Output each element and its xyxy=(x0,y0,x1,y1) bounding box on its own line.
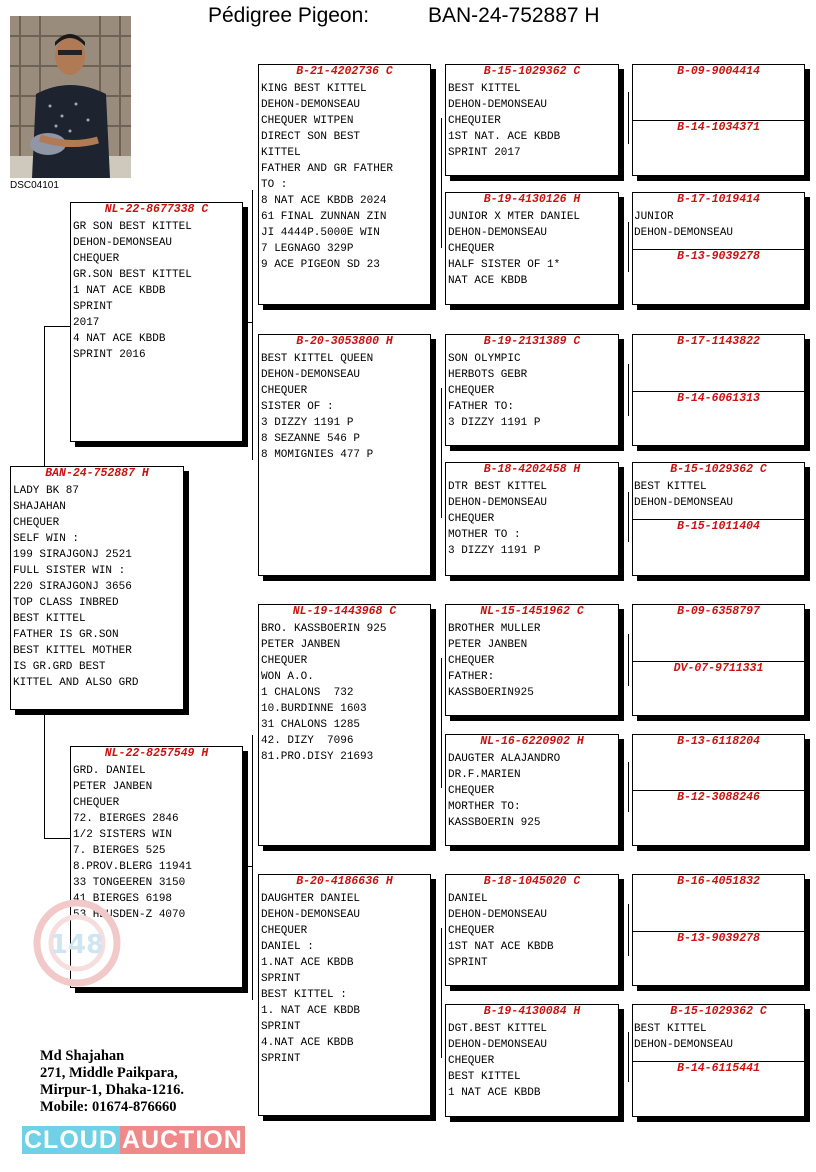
gen5-ring-top: B-13-6118204 xyxy=(677,735,760,748)
owner-address-1: 271, Middle Paikpara, xyxy=(40,1065,178,1081)
great-grandparent-ring: B-18-1045020 C xyxy=(483,875,581,888)
great-grandparent-details: BROTHER MULLER PETER JANBEN CHEQUER FATHER: KASSBOERIN925 xyxy=(448,623,541,699)
great-grandparent-ring: NL-15-1451962 C xyxy=(480,605,584,618)
connector-g3-1 xyxy=(441,118,442,248)
grandparent-box xyxy=(258,64,431,305)
grandparent-ring: B-21-4202736 C xyxy=(296,65,393,78)
great-grandparent-box xyxy=(445,64,619,176)
gen5-divider xyxy=(633,931,804,946)
connector-g4-3 xyxy=(628,364,629,416)
owner-address-2: Mirpur-1, Dhaka-1216. xyxy=(40,1082,185,1098)
great-grandparent-details: DGT.BEST KITTEL DEHON-DEMONSEAU CHEQUER BEST KITTEL 1 NAT ACE KBDB xyxy=(448,1023,548,1099)
great-grandparent-ring: B-18-4202458 H xyxy=(483,463,581,476)
dam-ring: NL-22-8257549 H xyxy=(104,747,209,760)
connector-g4-6 xyxy=(628,762,629,812)
gen5-ring-bottom: B-14-6115441 xyxy=(677,1062,760,1075)
great-grandparent-box xyxy=(445,462,619,576)
gen5-details-top xyxy=(633,749,804,751)
photo-caption: DSC04101 xyxy=(10,180,59,191)
gen5-ring-top: B-17-1019414 xyxy=(677,193,760,206)
great-grandparent-ring: B-15-1029362 C xyxy=(483,65,581,78)
connector-subject-sire-h xyxy=(44,326,70,327)
gen5-ring-bottom: B-14-1034371 xyxy=(677,121,760,134)
gen5-pair-box xyxy=(632,1004,805,1117)
great-grandparent-details: BEST KITTEL DEHON-DEMONSEAU CHEQUIER 1ST NAT. ACE KBDB SPRINT 2017 xyxy=(448,83,561,159)
owner-contact xyxy=(40,1048,184,1116)
gen5-divider xyxy=(633,519,804,534)
gen5-ring-top: B-09-9004414 xyxy=(677,65,760,78)
owner-photo xyxy=(10,16,131,178)
sire-details: GR SON BEST KITTEL DEHON-DEMONSEAU CHEQUER GR.SON BEST KITTEL 1 NAT ACE KBDB SPRINT 2017 4 NAT ACE KBDB SPRINT 2016 xyxy=(73,221,192,361)
connector-g4-4 xyxy=(628,492,629,542)
connector-g4-5 xyxy=(628,634,629,686)
logo-part-2: AUCTION xyxy=(121,1126,243,1154)
gen5-details-top xyxy=(633,349,804,351)
gen5-details-top: BEST KITTEL DEHON-DEMONSEAU xyxy=(634,481,734,509)
sire-box xyxy=(70,202,243,442)
dam-details: GRD. DANIEL PETER JANBEN CHEQUER 72. BIERGES 2846 1/2 SISTERS WIN 7. BIERGES 525 8.PROV.BLERG 11941 33 TONGEEREN 3150 41 BIERGES 6198 53 HEUSDEN-Z 4070 xyxy=(73,765,192,921)
gen5-pair-box xyxy=(632,874,805,986)
gen5-ring-bottom: B-15-1011404 xyxy=(677,520,760,533)
sire-ring: NL-22-8677338 C xyxy=(104,203,209,216)
cloud-auction-logo xyxy=(22,1126,245,1154)
great-grandparent-box xyxy=(445,192,619,305)
title-label: Pédigree Pigeon: xyxy=(208,4,370,27)
gen5-divider xyxy=(633,661,804,676)
gen5-pair-box xyxy=(632,334,805,446)
great-grandparent-ring: NL-16-6220902 H xyxy=(480,735,584,748)
owner-mobile: Mobile: 01674-876660 xyxy=(40,1099,177,1115)
gen5-details-top xyxy=(633,619,804,621)
connector-subject-dam-h xyxy=(44,838,70,839)
grandparent-box xyxy=(258,334,431,576)
grandparent-ring: B-20-3053800 H xyxy=(296,335,393,348)
grandparent-ring: NL-19-1443968 C xyxy=(292,605,397,618)
grandparent-ring: B-20-4186636 H xyxy=(296,875,393,888)
connector-dam-parents-h xyxy=(243,866,253,867)
gen5-details-top: JUNIOR DEHON-DEMONSEAU xyxy=(634,211,734,239)
gen5-divider xyxy=(633,249,804,264)
grandparent-details: DAUGHTER DANIEL DEHON-DEMONSEAU CHEQUER DANIEL : 1.NAT ACE KBDB SPRINT BEST KITTEL : 1. NAT ACE KBDB SPRINT 4.NAT ACE KBDB SPRINT xyxy=(261,893,361,1065)
gen5-ring-bottom: B-12-3088246 xyxy=(677,791,760,804)
watermark-logo xyxy=(32,898,122,988)
gen5-pair-box xyxy=(632,604,805,716)
grandparent-details: BEST KITTEL QUEEN DEHON-DEMONSEAU CHEQUER SISTER OF : 3 DIZZY 1191 P 8 SEZANNE 546 P 8 MOMIGNIES 477 P xyxy=(261,353,374,461)
grandparent-details: KING BEST KITTEL DEHON-DEMONSEAU CHEQUER WITPEN DIRECT SON BEST KITTEL FATHER AND GR FATHER TO : 8 NAT ACE KBDB 2024 61 FINAL ZUNNAN ZIN JI 4444P.5000E WIN 7 LEGNAGO 329P 9 ACE PIGEON SD 23 xyxy=(261,83,394,271)
great-grandparent-box xyxy=(445,874,619,986)
connector-g3-4 xyxy=(441,928,442,1058)
great-grandparent-ring: B-19-2131389 C xyxy=(483,335,581,348)
gen5-details-top xyxy=(633,889,804,891)
gen5-ring-top: B-09-6358797 xyxy=(677,605,760,618)
connector-g4-7 xyxy=(628,904,629,956)
connector-g3-3 xyxy=(441,658,442,788)
connector-g4-1 xyxy=(628,92,629,144)
title-ring-number: BAN-24-752887 H xyxy=(428,4,600,27)
connector-g4-2 xyxy=(628,222,629,272)
gen5-details-top xyxy=(633,79,804,81)
gen5-ring-top: B-16-4051832 xyxy=(677,875,760,888)
grandparent-box xyxy=(258,604,431,846)
connector-sire-parents xyxy=(252,190,253,460)
gen5-ring-top: B-15-1029362 C xyxy=(670,1005,767,1018)
gen5-ring-top: B-17-1143822 xyxy=(677,335,760,348)
gen5-pair-box xyxy=(632,734,805,846)
great-grandparent-ring: B-19-4130084 H xyxy=(483,1005,581,1018)
watermark-text: 148 xyxy=(49,930,105,960)
great-grandparent-details: DANIEL DEHON-DEMONSEAU CHEQUER 1ST NAT ACE KBDB SPRINT xyxy=(448,893,554,969)
connector-dam-parents xyxy=(252,735,253,1000)
owner-photo-image xyxy=(10,16,131,178)
great-grandparent-box xyxy=(445,1004,619,1117)
logo-part-1: CLOUD xyxy=(24,1126,118,1154)
subject-ring: BAN-24-752887 H xyxy=(45,467,149,480)
gen5-details-top: BEST KITTEL DEHON-DEMONSEAU xyxy=(634,1023,734,1051)
watermark-ring-icon xyxy=(32,898,122,988)
gen5-pair-box xyxy=(632,64,805,176)
subject-details: LADY BK 87 SHAJAHAN CHEQUER SELF WIN : 199 SIRAJGONJ 2521 FULL SISTER WIN : 220 SIRAJGONJ 3656 TOP CLASS INBRED BEST KITTEL FATHER IS GR.SON BEST KITTEL MOTHER IS GR.GRD BEST KITTEL AND ALSO GRD xyxy=(13,485,139,689)
connector-subject-dam xyxy=(44,712,45,838)
owner-name: Md Shajahan xyxy=(40,1048,125,1064)
subject-box xyxy=(10,466,184,710)
gen5-pair-box xyxy=(632,462,805,576)
great-grandparent-details: DTR BEST KITTEL DEHON-DEMONSEAU CHEQUER MOTHER TO : 3 DIZZY 1191 P xyxy=(448,481,548,557)
great-grandparent-details: JUNIOR X MTER DANIEL DEHON-DEMONSEAU CHEQUER HALF SISTER OF 1* NAT ACE KBDB xyxy=(448,211,581,287)
connector-sire-parents-h xyxy=(243,322,253,323)
great-grandparent-box xyxy=(445,334,619,446)
gen5-ring-bottom: DV-07-9711331 xyxy=(673,662,764,675)
great-grandparent-box xyxy=(445,604,619,716)
gen5-pair-box xyxy=(632,192,805,305)
gen5-ring-bottom: B-13-9039278 xyxy=(677,932,760,945)
gen5-ring-bottom: B-14-6061313 xyxy=(677,392,760,405)
gen5-ring-bottom: B-13-9039278 xyxy=(677,250,760,263)
connector-g4-8 xyxy=(628,1032,629,1082)
great-grandparent-ring: B-19-4130126 H xyxy=(483,193,581,206)
great-grandparent-details: SON OLYMPIC HERBOTS GEBR CHEQUER FATHER TO: 3 DIZZY 1191 P xyxy=(448,353,541,429)
connector-g3-2 xyxy=(441,388,442,518)
gen5-divider xyxy=(633,391,804,406)
grandparent-box xyxy=(258,874,431,1116)
gen5-ring-top: B-15-1029362 C xyxy=(670,463,767,476)
great-grandparent-box xyxy=(445,734,619,846)
gen5-divider xyxy=(633,790,804,805)
gen5-divider xyxy=(633,120,804,135)
gen5-divider xyxy=(633,1061,804,1076)
connector-subject-sire xyxy=(44,326,45,466)
grandparent-details: BRO. KASSBOERIN 925 PETER JANBEN CHEQUER WON A.O. 1 CHALONS 732 10.BURDINNE 1603 31 CHALONS 1285 42. DIZY 7096 81.PRO.DISY 21693 xyxy=(261,623,387,763)
great-grandparent-details: DAUGTER ALAJANDRO DR.F.MARIEN CHEQUER MORTHER TO: KASSBOERIN 925 xyxy=(448,753,561,829)
